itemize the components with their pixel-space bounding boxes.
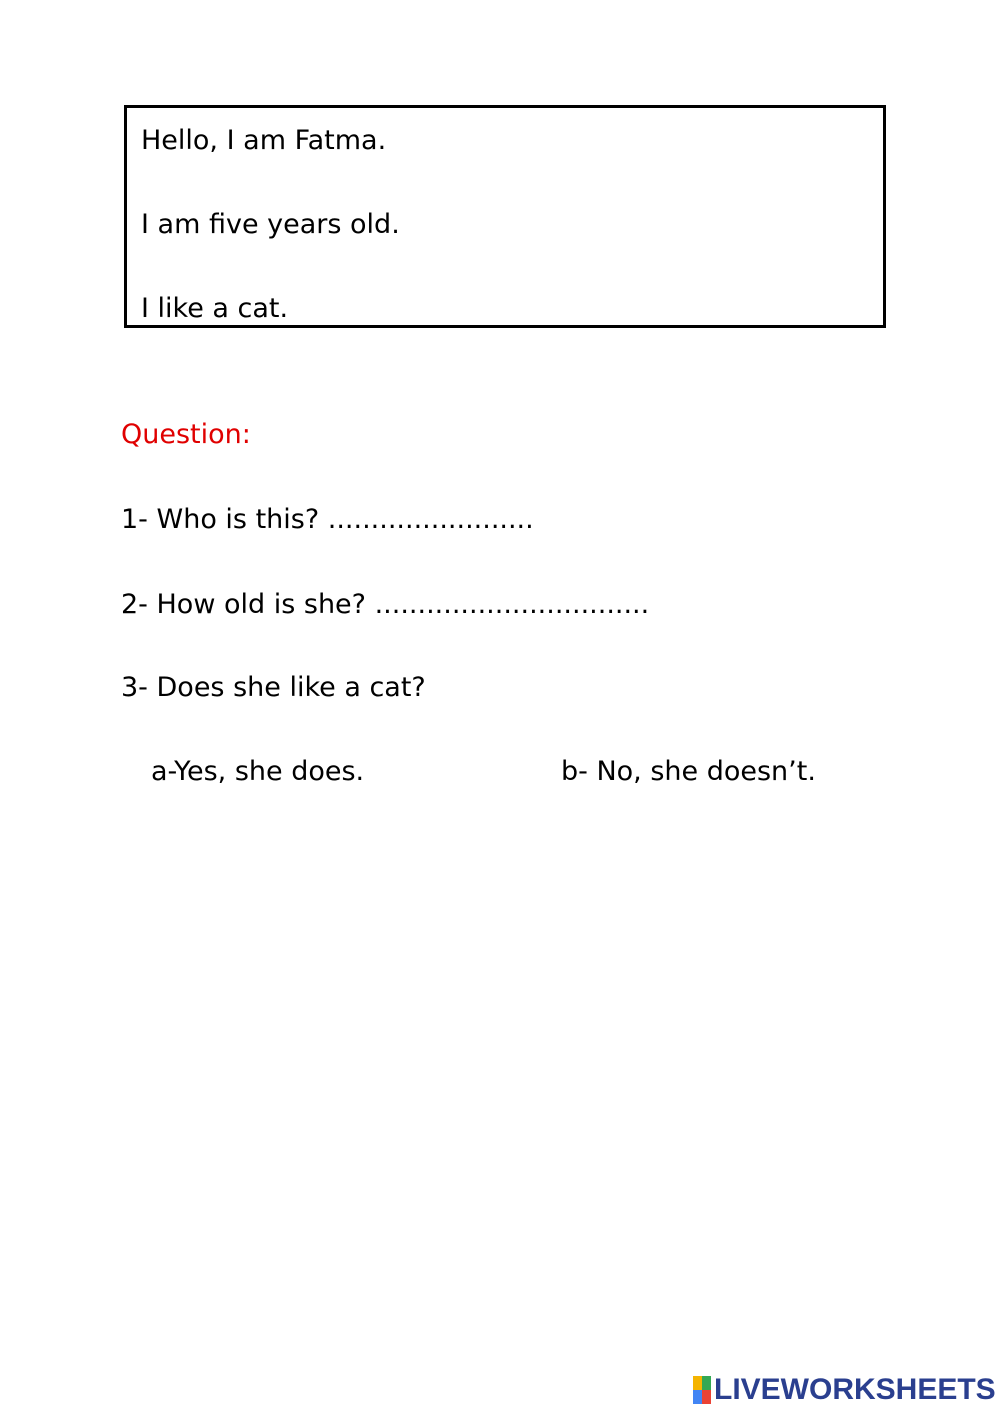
- liveworksheets-logo: [693, 1372, 996, 1408]
- logo-text: LIVEWORKSHEETS: [714, 1373, 996, 1406]
- question-2: 2- How old is she? ................................: [121, 589, 650, 620]
- reading-text-box: [124, 105, 886, 328]
- question-3: 3- Does she like a cat?: [121, 672, 426, 703]
- question-heading: Question:: [121, 419, 251, 450]
- reading-line-2: I am five years old.: [141, 209, 400, 240]
- question-1: 1- Who is this? ........................: [121, 504, 534, 535]
- answer-option-b[interactable]: b- No, she doesn’t.: [561, 756, 816, 787]
- reading-line-1: Hello, I am Fatma.: [141, 125, 387, 156]
- reading-line-3: I like a cat.: [141, 293, 289, 324]
- answer-option-a[interactable]: a-Yes, she does.: [151, 756, 365, 787]
- liveworksheets-logo-icon: [693, 1376, 711, 1404]
